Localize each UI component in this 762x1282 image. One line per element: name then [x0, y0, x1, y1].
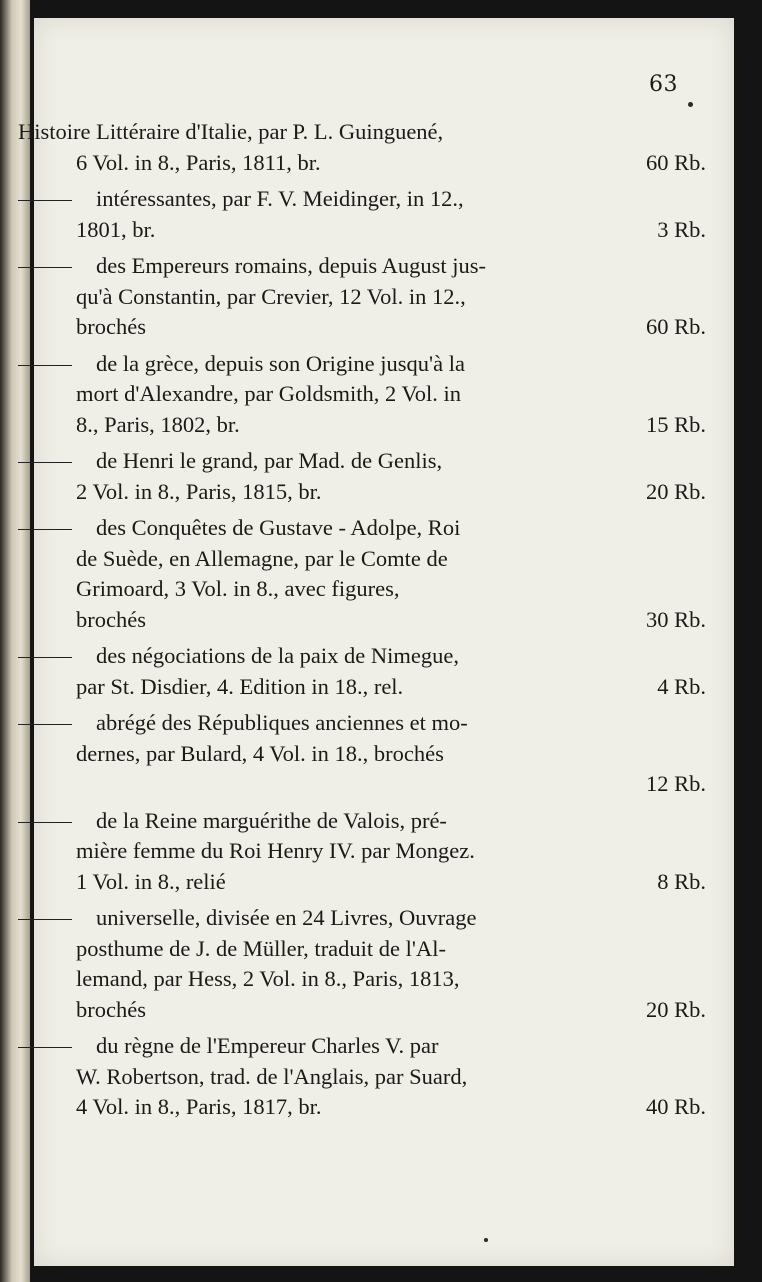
ditto-dash: [18, 267, 72, 268]
entry-details: 8., Paris, 1802, br.: [76, 411, 240, 437]
entry-details: brochés: [76, 314, 146, 339]
entry-price-line: [76, 148, 706, 179]
entry-price: 20 Rb.: [645, 996, 706, 1022]
entry-details: 1801, br.: [76, 216, 156, 242]
ink-spot: [688, 102, 693, 107]
entry-first-line: [18, 903, 706, 934]
entry-details: par St. Disdier, 4. Edition in 18., rel.: [76, 673, 404, 699]
entry-title: de Henri le grand, par Mad. de Genlis,: [96, 448, 443, 473]
entry-price-line: [76, 867, 706, 898]
entry-first-line: [18, 1031, 706, 1062]
entry-title: abrégé des Républiques anciennes et mo-: [96, 710, 468, 735]
catalogue-entry: [76, 513, 706, 635]
entry-details: brochés: [76, 606, 146, 632]
entry-price-line: [76, 410, 706, 441]
entry-price-line: [76, 769, 706, 800]
catalogue-entry: [76, 349, 706, 441]
ditto-dash: [18, 200, 72, 201]
entry-continuation-line: de Suède, en Allemagne, par le Comte de: [76, 545, 448, 571]
entry-title: Histoire Littéraire d'Italie, par P. L. Guinguené,: [18, 119, 444, 144]
entry-first-line: [18, 349, 706, 380]
catalogue-entry: [76, 251, 706, 343]
entry-price: 12 Rb.: [645, 771, 706, 796]
catalogue-entries: [18, 117, 706, 1129]
catalogue-entry: [76, 708, 706, 800]
entry-continuation-line: mort d'Alexandre, par Goldsmith, 2 Vol. in: [76, 381, 462, 406]
ditto-dash: [18, 365, 72, 366]
entry-price: 40 Rb.: [645, 1094, 706, 1119]
ditto-dash: [18, 1047, 72, 1048]
entry-price: 60 Rb.: [645, 149, 706, 175]
entry-continuation-line: mière femme du Roi Henry IV. par Mongez.: [76, 838, 475, 863]
entry-title: intéressantes, par F. V. Meidinger, in 12.,: [96, 186, 464, 211]
entry-details: 4 Vol. in 8., Paris, 1817, br.: [76, 1094, 322, 1119]
entry-first-line: [18, 117, 706, 148]
entry-price-line: [76, 605, 706, 636]
entry-title: des négociations de la paix de Nimegue,: [96, 643, 460, 668]
entry-price: 60 Rb.: [645, 314, 706, 339]
entry-details: 1 Vol. in 8., relié: [76, 868, 226, 894]
catalogue-entry: [76, 446, 706, 507]
entry-first-line: [18, 806, 706, 837]
ditto-dash: [18, 529, 72, 530]
entry-first-line: [18, 184, 706, 215]
entry-continuation-line: posthume de J. de Müller, traduit de l'Al-: [76, 935, 446, 961]
entry-price-line: [76, 312, 706, 343]
entry-title: de la Reine marguérithe de Valois, pré-: [96, 807, 447, 833]
entry-details: brochés: [76, 996, 146, 1022]
entry-first-line: [18, 446, 706, 477]
entry-title: des Conquêtes de Gustave - Adolpe, Roi: [96, 515, 461, 540]
entry-continuation-line: dernes, par Bulard, 4 Vol. in 18., brochés: [76, 740, 444, 766]
entry-first-line: [18, 641, 706, 672]
catalogue-entry: [76, 903, 706, 1025]
entry-price-line: [76, 995, 706, 1026]
catalogue-entry: [76, 1031, 706, 1123]
entry-continuation-line: Grimoard, 3 Vol. in 8., avec figures,: [76, 576, 400, 601]
entry-price-line: [76, 215, 706, 246]
catalogue-entry: [18, 117, 706, 178]
catalogue-entry: [76, 806, 706, 898]
entry-title: de la grèce, depuis son Origine jusqu'à la: [96, 350, 465, 376]
entry-price: 15 Rb.: [645, 411, 706, 437]
entry-continuation-line: W. Robertson, trad. de l'Anglais, par Suard,: [76, 1063, 468, 1089]
entry-price-line: [76, 672, 706, 703]
ditto-dash: [18, 724, 72, 725]
entry-title: des Empereurs romains, depuis August jus-: [96, 253, 486, 278]
entry-price-line: [76, 1092, 706, 1123]
entry-price: 30 Rb.: [645, 606, 706, 632]
ink-spot: [484, 1238, 488, 1242]
entry-title: universelle, divisée en 24 Livres, Ouvrage: [96, 905, 477, 930]
ditto-dash: [18, 462, 72, 463]
entry-price-line: [76, 477, 706, 508]
entry-price: 20 Rb.: [645, 478, 706, 504]
entry-price: 4 Rb.: [657, 673, 706, 699]
page-number: 63: [649, 72, 678, 97]
catalogue-entry: [76, 641, 706, 702]
entry-details: 6 Vol. in 8., Paris, 1811, br.: [76, 149, 321, 175]
entry-first-line: [18, 251, 706, 282]
entry-first-line: [18, 708, 706, 739]
entry-continuation-line: lemand, par Hess, 2 Vol. in 8., Paris, 1813,: [76, 966, 460, 991]
entry-details: 2 Vol. in 8., Paris, 1815, br.: [76, 478, 322, 504]
ditto-dash: [18, 822, 72, 823]
entry-price: 8 Rb.: [657, 868, 706, 894]
ditto-dash: [18, 919, 72, 920]
entry-first-line: [18, 513, 706, 544]
entry-continuation-line: qu'à Constantin, par Crevier, 12 Vol. in 12.,: [76, 283, 466, 309]
entry-price: 3 Rb.: [657, 216, 706, 242]
entry-title: du règne de l'Empereur Charles V. par: [96, 1033, 439, 1058]
catalogue-entry: [76, 184, 706, 245]
ditto-dash: [18, 657, 72, 658]
